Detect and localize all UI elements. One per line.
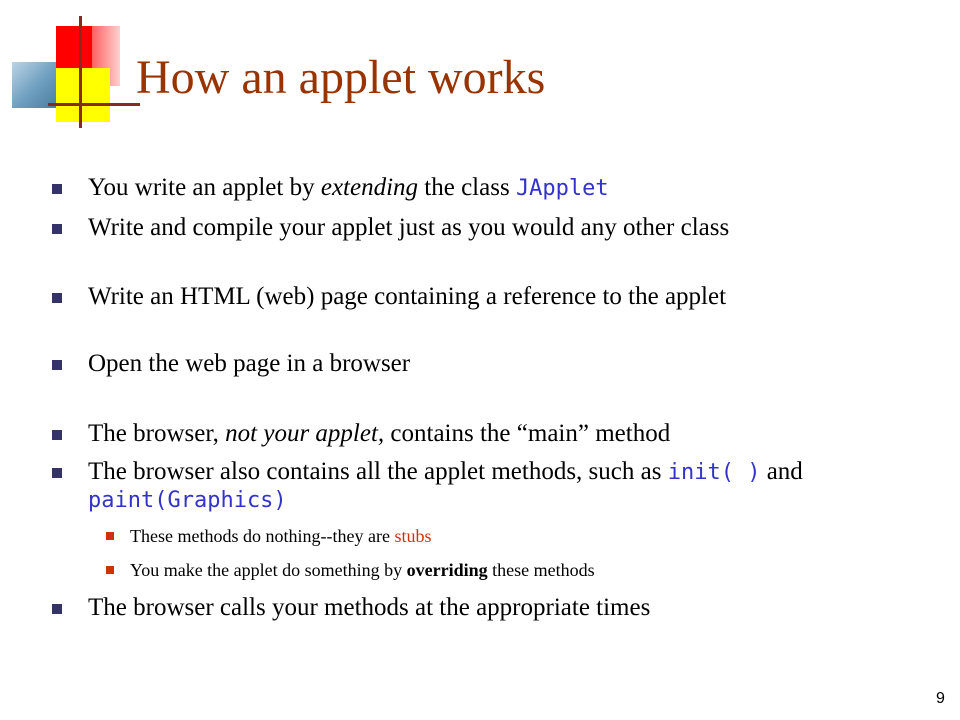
logo-yellow-square <box>56 68 110 122</box>
sub-bullet-item <box>130 559 850 581</box>
bullet-text: and <box>760 458 803 485</box>
logo-vertical-line <box>79 16 82 128</box>
bullet-marker <box>52 468 62 478</box>
bullet-item <box>88 174 848 202</box>
bullet-item <box>88 350 848 377</box>
bullet-italic: not your applet, <box>225 420 385 447</box>
bullet-item <box>88 283 848 310</box>
bullet-item <box>88 214 848 241</box>
bullet-marker <box>52 360 62 370</box>
bullet-code: init( ) <box>667 460 761 485</box>
bullet-marker <box>52 293 62 303</box>
bullet-marker <box>52 184 62 194</box>
bullet-text: The browser also contains all the applet methods, such as <box>88 458 668 485</box>
sub-bullet-text: these methods <box>487 560 595 580</box>
bullet-text: contains the “main” method <box>384 420 671 447</box>
sub-bullet-text: You make the applet do something by <box>130 560 407 580</box>
bullet-italic: extending <box>320 174 419 201</box>
sub-bullet-highlight: stubs <box>394 526 432 546</box>
bullet-marker <box>52 224 62 234</box>
bullet-text: Write and compile your applet just as you would any other class <box>88 214 730 241</box>
sub-bullet-bold: overriding <box>406 560 488 580</box>
sub-bullet-item <box>130 525 850 547</box>
page-number: 9 <box>936 690 945 707</box>
bullet-text: Open the web page in a browser <box>88 350 411 377</box>
bullet-code: JApplet <box>515 176 609 201</box>
slide-logo <box>0 0 140 140</box>
bullet-text: the class <box>418 174 516 201</box>
bullet-code: paint(Graphics) <box>88 488 287 513</box>
sub-bullet-text: These methods do nothing--they are <box>130 526 395 546</box>
bullet-text: The browser, <box>88 420 226 447</box>
bullet-marker <box>52 430 62 440</box>
bullet-marker <box>52 604 62 614</box>
slide-title: How an applet works <box>136 51 546 104</box>
bullet-item <box>88 594 848 621</box>
bullet-item <box>88 458 848 514</box>
sub-bullet-marker <box>106 532 114 540</box>
sub-bullet-marker <box>106 566 114 574</box>
logo-horizontal-line <box>48 103 140 106</box>
bullet-text: The browser calls your methods at the appropriate times <box>88 594 651 621</box>
bullet-text: You write an applet by <box>88 174 321 201</box>
bullet-text: Write an HTML (web) page containing a reference to the applet <box>88 283 727 310</box>
bullet-item <box>88 420 848 447</box>
